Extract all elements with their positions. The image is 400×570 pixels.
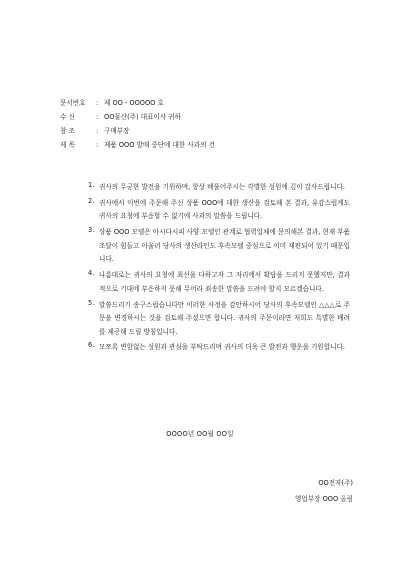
document-header: [60, 96, 360, 152]
item-number: 3.: [88, 226, 95, 235]
reference-value: 구매부장: [104, 126, 130, 135]
recipient-label: 수 신: [60, 112, 75, 121]
recipient-row: [60, 110, 360, 124]
document-date: OOOO년 OO월 OO일: [166, 430, 234, 438]
item-text: 상품 OOO 모델은 아시다시피 사양 모델인 관계로 협력업체에 문의해본 결과, 현재 부품 조달이 힘들고 아울러 당사의 생산라인도 후속모델 중심으로 이미 재편되어 있기 때문입니다.: [99, 228, 350, 264]
item-text: 귀사의 무궁한 발전을 기원하며, 항상 베풀어주시는 각별한 성원에 깊이 감사드립니다.: [99, 183, 345, 191]
list-item: [88, 341, 350, 355]
item-number: 2.: [88, 196, 95, 205]
item-number: 6.: [88, 341, 95, 350]
sender-signatory: 영업부장 OOO 올림: [295, 495, 353, 503]
item-number: 1.: [88, 181, 95, 189]
item-text: 말씀드리기 송구스럽습니다만 이러한 사정을 감안하시어 당사의 후속모델인 △△△로 주문을 변경하시는 것을 검토해 주셨으면 합니다. 귀사의 주문이라면 저희도 특별한 배려를 제공해 드릴 방침입니다.: [99, 300, 350, 336]
sender-block: [295, 475, 353, 507]
colon-separator: :: [96, 98, 99, 107]
sender-company: OO전자(주): [318, 479, 353, 487]
body-list: [88, 181, 350, 357]
doc-number-row: [60, 96, 360, 110]
item-number: 4.: [88, 269, 95, 278]
list-item: [88, 181, 350, 195]
colon-separator: :: [96, 112, 99, 121]
list-item: [88, 226, 350, 267]
subject-value: 제품 OOO 발매 중단에 대한 사과의 건: [104, 140, 215, 149]
list-item: [88, 299, 350, 340]
recipient-value: OO물산(주) 대표이사 귀하: [104, 112, 182, 121]
reference-label: 참 조: [60, 126, 75, 135]
doc-number-label: 문서번호: [60, 98, 86, 107]
colon-separator: :: [96, 140, 99, 149]
colon-separator: :: [96, 126, 99, 135]
item-number: 5.: [88, 298, 95, 307]
doc-number-value: 제 OO - OOOOO 호: [104, 98, 164, 107]
list-item: [88, 269, 350, 296]
item-text: 귀사에서 이번에 주문해 주신 상품 OOO에 대한 생산을 검토해 본 결과, 유감스럽게도 귀사의 요청에 부응할 수 없기에 사과의 말씀을 드립니다.: [99, 198, 350, 221]
item-text: 나름대로는 귀사의 요청에 최선을 다하고자 그 자리에서 확답을 드리지 못했지만, 결과적으로 기대에 부응하지 못해 무어라 죄송한 말씀을 드려야 할지 모르겠습니다.: [99, 271, 350, 293]
subject-label: 제 목: [60, 140, 75, 149]
subject-row: [60, 138, 360, 152]
reference-row: [60, 124, 360, 138]
item-text: 모쪼록 변함없는 성원과 관심을 부탁드리며 귀사의 더욱 큰 발전과 행운을 기원합니다.: [99, 343, 345, 352]
list-item: [88, 197, 350, 224]
